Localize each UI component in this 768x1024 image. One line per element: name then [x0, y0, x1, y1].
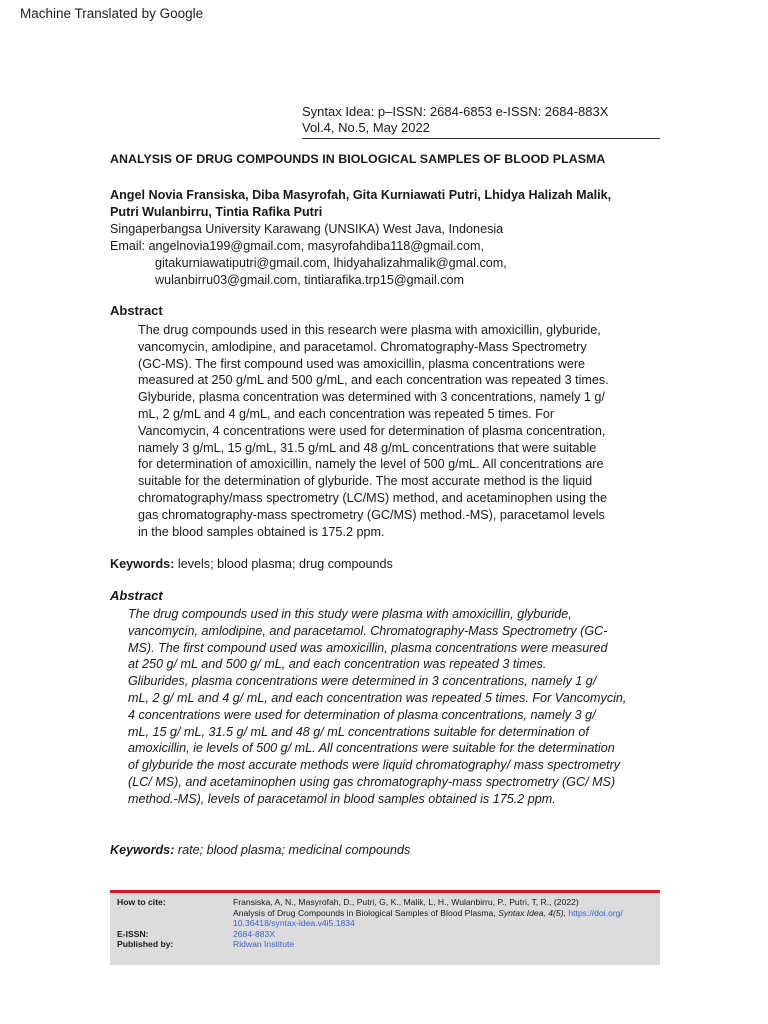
authors-line: Angel Novia Fransiska, Diba Masyrofah, Gita Kurniawati Putri, Lhidya Halizah Malik, — [110, 188, 612, 202]
machine-translation-banner: Machine Translated by Google — [20, 6, 204, 21]
abstract-line: namely 3 g/mL, 15 g/mL, 31.5 g/mL and 48 g/mL concentrations that were suitable — [138, 440, 597, 455]
how-to-cite-label: How to cite: — [117, 897, 166, 907]
abstract-line: of glyburide the most accurate methods were liquid chromatography/ mass spectrometry — [128, 758, 621, 773]
abstract-line: Gliburides, plasma concentrations were determined in 3 concentrations, namely 1 g/ — [128, 674, 597, 689]
abstract-line: mL, 2 g/mL and 4 g/mL, and each concentration was repeated 5 times. For — [138, 406, 555, 421]
label-spacer — [117, 908, 173, 919]
journal-issn: Syntax Idea: p–ISSN: 2684-6853 e-ISSN: 2684-883X — [302, 104, 609, 119]
citation-text — [233, 897, 658, 950]
keywords-label: Keywords: — [110, 843, 175, 857]
doi-link[interactable]: https://doi.org/ — [568, 907, 623, 918]
abstract-line: method.-MS), levels of paracetamol in blood samples obtained is 175.2 ppm. — [128, 791, 556, 806]
abstract-line: at 250 g/ mL and 500 g/ mL, and each concentration was repeated 3 times. — [128, 657, 547, 672]
abstract-line: 4 concentrations were used for determination of plasma concentrations, namely 3 g/ — [128, 707, 596, 722]
abstract-line: The drug compounds used in this study were plasma with amoxicillin, glyburide, — [128, 607, 572, 621]
paper-title: ANALYSIS OF DRUG COMPOUNDS IN BIOLOGICAL SAMPLES OF BLOOD PLASMA — [110, 152, 606, 166]
citation-ref-line: Fransiska, A, N., Masyrofah, D., Putri, G, K., Malik, L, H., Wulanbirru, P., Putri, T, R., (2022) — [233, 897, 579, 907]
abstract-heading: Abstract — [110, 303, 163, 318]
doi-link[interactable]: 10.36418/syntax-idea.v4i5.1834 — [233, 918, 355, 929]
email-line: Email: angelnovia199@gmail.com, masyrofahdiba118@gmail.com, — [110, 239, 484, 253]
citation-box — [110, 890, 660, 965]
abstract-body — [138, 322, 668, 540]
journal-volume: Vol.4, No.5, May 2022 — [302, 120, 430, 135]
abstract-line: in the blood samples obtained is 175.2 ppm. — [138, 524, 385, 539]
citation-ref-line — [233, 908, 658, 919]
abstract-line: (GC-MS). The first compound used was amoxicillin, plasma concentrations were — [138, 356, 586, 371]
email-line: gitakurniawatiputri@gmail.com, lhidyahalizahmalik@gmal.com, — [155, 256, 507, 270]
abstract-heading-italic: Abstract — [110, 588, 163, 603]
abstract-line: MS). The first compound used was amoxicillin, plasma concentrations were measured — [128, 640, 608, 655]
authors — [110, 187, 670, 221]
abstract-line: mL, 2 g/ mL and 4 g/ mL, and each concentration was repeated 5 times. For Vancomycin, — [128, 690, 627, 705]
label-spacer — [117, 918, 173, 929]
eissn-label: E-ISSN: — [117, 928, 149, 939]
abstract-line: measured at 250 g/mL and 500 g/mL, and each concentration was repeated 3 times. — [138, 373, 609, 388]
journal-header — [302, 104, 660, 139]
abstract-line: vancomycin, amlodipine, and paracetamol. Chromatography-Mass Spectrometry (GC- — [128, 623, 608, 638]
keywords-italic — [110, 843, 410, 857]
abstract-line: amoxicillin, ie levels of 500 g/ mL. All concentrations were suitable for the determination — [128, 741, 615, 756]
authors-line: Putri Wulanbirru, Tintia Rafika Putri — [110, 205, 323, 219]
abstract-line: (LC/ MS), and acetaminophen using gas chromatography-mass spectrometry (GC/ MS) — [128, 774, 616, 789]
abstract-line: Vancomycin, 4 concentrations were used for determination of plasma concentration, — [138, 423, 606, 438]
author-emails — [110, 238, 507, 289]
abstract-line: suitable for the determination of glyburide. The most accurate method is the liquid — [138, 474, 593, 489]
abstract-line: chromatography/mass spectrometry (LC/MS) method, and acetaminophen using the — [138, 490, 607, 505]
keywords — [110, 557, 393, 571]
keywords-label: Keywords: — [110, 557, 175, 571]
email-line: wulanbirru03@gmail.com, tintiarafika.trp15@gmail.com — [155, 273, 465, 287]
citation-journal: Syntax Idea, 4(5), — [498, 907, 569, 918]
affiliation: Singaperbangsa University Karawang (UNSIKA) West Java, Indonesia — [110, 222, 504, 236]
abstract-line: for determination of amoxicillin, namely the level of 500 g/mL. All concentrations are — [138, 457, 604, 472]
abstract-line: gas chromatography-mass spectrometry (GC/MS) method.-MS), paracetamol levels — [138, 507, 605, 522]
abstract-line: vancomycin, amlodipine, and paracetamol. Chromatography-Mass Spectrometry — [138, 339, 587, 354]
eissn-value: 2684-883X — [233, 928, 276, 939]
publisher-link[interactable]: Ridwan Institute — [233, 939, 295, 950]
published-by-label: Published by: — [117, 939, 174, 950]
citation-title: Analysis of Drug Compounds in Biological Samples of Blood Plasma, — [233, 907, 499, 918]
citation-labels — [117, 897, 173, 950]
keywords-text: rate; blood plasma; medicinal compounds — [174, 843, 411, 857]
abstract-body-italic — [128, 606, 678, 808]
abstract-line: mL, 15 g/ mL, 31.5 g/ mL and 48 g/ mL concentrations suitable for determination of — [128, 724, 589, 739]
abstract-line: Glyburide, plasma concentration was determined with 3 concentrations, namely 1 g/ — [138, 390, 605, 405]
abstract-line: The drug compounds used in this research were plasma with amoxicillin, glyburide, — [138, 323, 601, 337]
keywords-text: levels; blood plasma; drug compounds — [174, 557, 393, 571]
